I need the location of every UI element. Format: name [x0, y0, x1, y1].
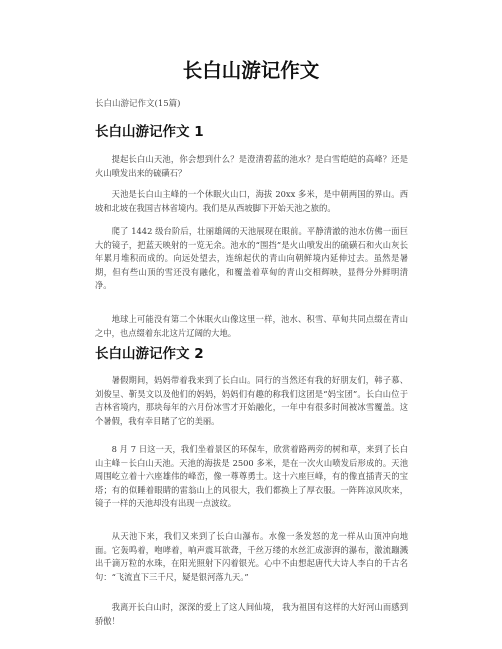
- document-title: 长白山游记作文: [182, 59, 320, 82]
- paragraph: 提起长白山天池，你会想到什么？是澄清碧蓝的池水？是白雪皑皑的高峰？还是火山喷发出来的硫磺石？: [95, 154, 408, 178]
- paragraph: 天池是长白山主峰的一个休眠火山口，海拔 20xx 多米，是中朝两国的界山。西坡和北坡在我国吉林省境内。我们是从西坡脚下开始天池之旅的。: [95, 189, 408, 213]
- paragraph: 暑假期间，妈妈带着我来到了长白山。同行的当然还有我的好朋友们，韩子慕、刘俊呈、靳昊文以及他们的妈妈，妈妈们有趣的称我们这团是“妈宝团”。长白山位于吉林省境内，那块每年的六月份冰雪才开始融化，一年中有很多时间被冰雪覆盖。这个暑假，我有幸目睹了它的美丽。: [95, 375, 408, 426]
- document-subtitle: 长白山游记作文(15篇): [95, 99, 181, 109]
- paragraph: 地球上可能没有第二个休眠火山像这里一样，池水、积雪、草甸共同点缀在青山之中，也点缀着东北这片辽阔的大地。: [95, 314, 408, 338]
- paragraph: 爬了 1442 级台阶后，壮丽雄阔的天池展现在眼前。平静清澈的池水仿佛一面巨大的镜子，把蓝天映射的一览无余。池水的“围挡”是火山喷发出的硫磺石和火山灰长年累月堆积而成的。向远处望去，连绵起伏的青山向朝鲜境内延伸过去。虽然是暑期，但有些山顶的雪还没有融化，和覆盖着草甸的青山交相辉映，显得分外鲜明清净。: [95, 226, 408, 291]
- paragraph: 从天池下来，我们又来到了长白山瀑布。水像一条发怒的龙一样从山顶冲向地面。它轰鸣着，咆哮着，响声震耳欲聋，千丝万缕的水丝汇成澎湃的瀑布，激流蹦溅出千滴万粒的水珠，在阳光照射下闪着银光。心中不由想起唐代大诗人李白的千古名句：“飞流直下三千尺，疑是银河落九天。”: [95, 531, 408, 582]
- section-heading-1: 长白山游记作文 1: [95, 124, 204, 140]
- paragraph: 8 月 7 日这一天，我们坐着景区的环保车，欣赏着路两旁的树和草，来到了长白山主峰－长白山天池。天池的海拔是 2500 多米，是在一次火山喷发后形成的。天池周围屹立着十六座雄伟的峰峦，像一尊尊勇士。这十六座巨峰，有的像直插青天的宝塔；有的似睡着眼睛的雷翁山上的风很大，我们都换上了厚衣服。一阵阵凉风吹来，镜子一样的天池却没有出现一点波纹。: [95, 444, 408, 509]
- section-heading-2: 长白山游记作文 2: [95, 346, 204, 362]
- paragraph: 我离开长白山时，深深的爱上了这人间仙境， 我为祖国有这样的大好河山而感到骄傲！: [95, 602, 408, 626]
